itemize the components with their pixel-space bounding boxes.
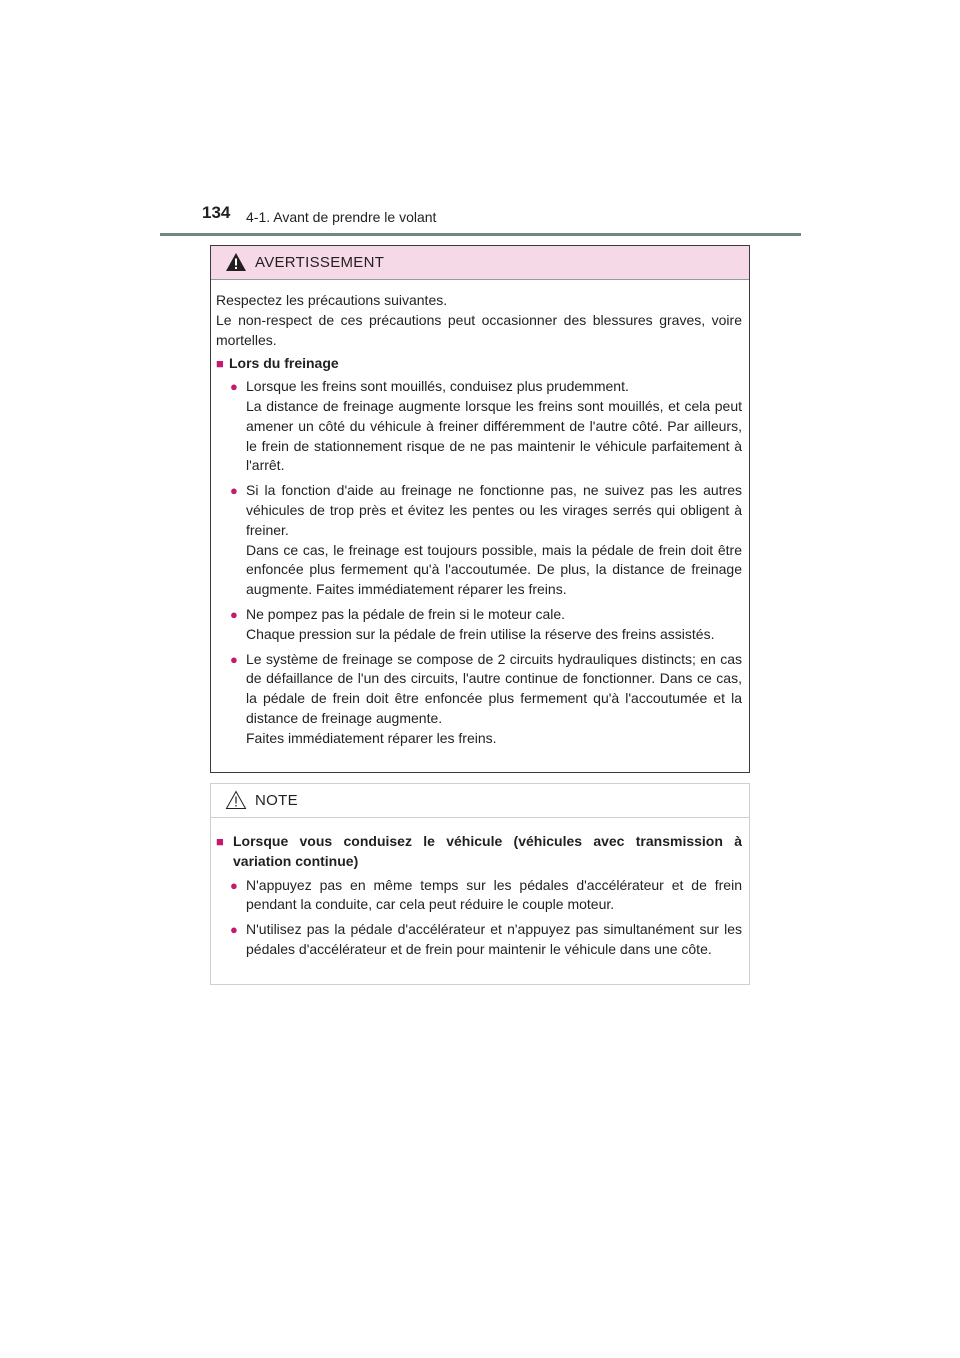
list-item [230,920,742,960]
list-item-text [246,650,742,749]
circle-bullet-icon: ● [230,922,238,938]
list-item-text [246,876,742,916]
list-item [230,481,742,600]
list-item-text [246,377,742,476]
list-item [230,605,742,645]
warning-triangle-icon [225,252,247,272]
note-header [211,784,749,818]
list-item [230,650,742,749]
intro-line: Le non-respect de ces précautions peut occasionner des blessures graves, voire mortelles. [216,311,742,348]
note-box [210,783,750,985]
note-heading [216,832,742,872]
warning-body [211,280,749,749]
circle-bullet-icon: ● [230,379,238,395]
circle-bullet-icon: ● [230,483,238,499]
circle-bullet-icon: ● [230,877,238,893]
page-number: 134 [202,203,231,222]
header-rule [160,233,801,236]
list-item-line: Chaque pression sur la pédale de frein utilise la réserve des freins assistés. [246,625,715,642]
list-item-text [246,481,742,600]
square-bullet-icon: ■ [216,356,224,372]
list-item-line: N'utilisez pas la pédale d'accélérateur et n'appuyez pas simultanément sur les pédales d'accélérateur et de frein pour maintenir le véhicule dans une côte. [246,921,742,957]
list-item-line: Le système de freinage se compose de 2 circuits hydrauliques distincts; en cas de défaillance de l'un des circuits, l'autre continue de fonctionner. Dans ce cas, la pédale de frein doit être enfoncée plus fermement qu'à l'accoutumée et la distance de freinage augmente. [246,650,742,726]
note-body [211,818,749,960]
square-bullet-icon: ■ [216,834,224,849]
list-item-text [246,920,742,960]
circle-bullet-icon: ● [230,606,238,622]
warning-intro [216,291,742,350]
list-item-line: Faites immédiatement réparer les freins. [246,729,497,746]
caution-triangle-icon [225,790,247,810]
note-title: NOTE [255,792,298,809]
list-item-line: N'appuyez pas en même temps sur les pédales d'accélérateur et de frein pendant la conduite, car cela peut réduire le couple moteur. [246,876,742,913]
page-header [202,203,802,233]
warning-header [211,246,749,280]
section-title: 4-1. Avant de prendre le volant [246,209,437,225]
intro-line: Respectez les précautions suivantes. [216,292,448,308]
warning-heading-text: Lors du freinage [229,355,339,372]
note-heading-text: Lorsque vous conduisez le véhicule (véhicules avec transmission à variation continue) [233,833,742,869]
list-item-line: Lorsque les freins sont mouillés, conduisez plus prudemment. [246,378,629,395]
list-item-line: Si la fonction d'aide au freinage ne fonctionne pas, ne suivez pas les autres véhicules de trop près et évitez les pentes ou les virages serrés qui obligent à freiner. [246,482,742,538]
warning-box [210,245,750,773]
list-item-line: La distance de freinage augmente lorsque les freins sont mouillés, et cela peut amener un côté du véhicule à freiner différemment de l'autre côté. Par ailleurs, le frein de stationnement risque de ne pas maintenir le véhicule parfaitement à l'arrêt. [246,397,742,474]
list-item-line: Ne pompez pas la pédale de frein si le moteur cale. [246,605,566,622]
warning-title: AVERTISSEMENT [255,254,385,271]
circle-bullet-icon: ● [230,651,238,667]
list-item [230,876,742,916]
list-item-text [246,605,742,645]
list-item [230,377,742,476]
warning-heading [216,354,742,374]
list-item-line: Dans ce cas, le freinage est toujours possible, mais la pédale de frein doit être enfoncée plus fermement qu'à l'accoutumée. De plus, la distance de freinage augmente. Faites immédiatement réparer les freins. [246,541,742,598]
